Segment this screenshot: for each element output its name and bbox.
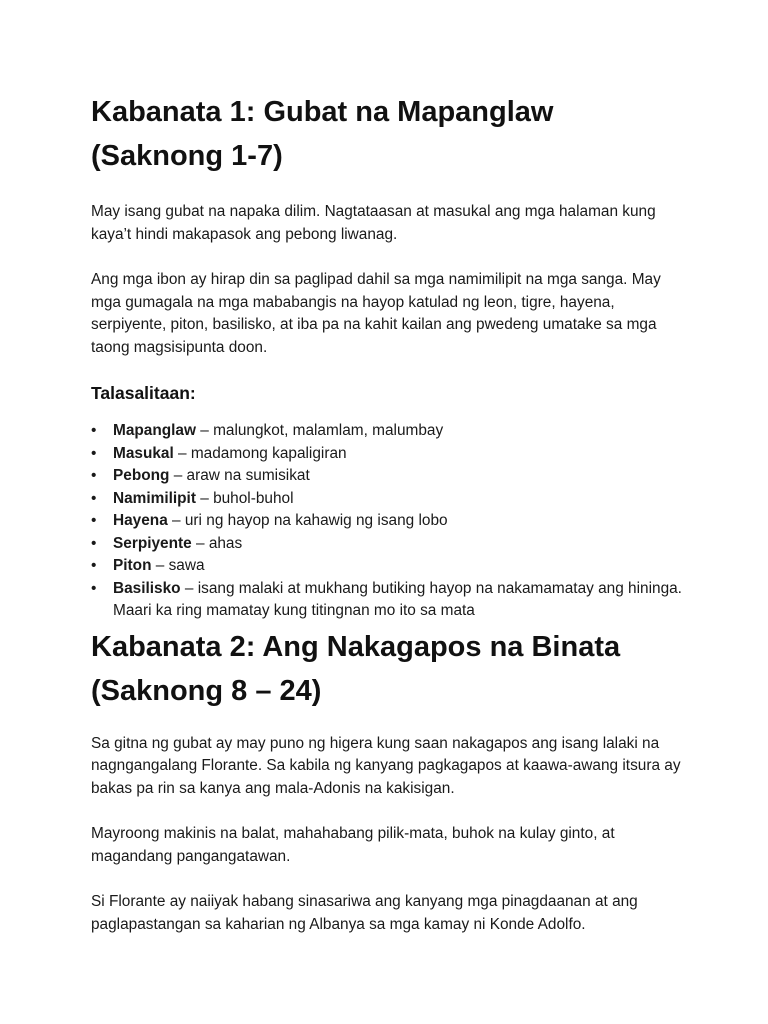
bullet-icon: • bbox=[91, 579, 97, 597]
vocabulary-definition: – araw na sumisikat bbox=[169, 467, 310, 484]
vocabulary-definition: – sawa bbox=[151, 557, 205, 574]
vocabulary-definition: – isang malaki at mukhang butiking hayop na nakamamatay ang hininga. Maari ka ring mamatay kung titingnan mo ito sa mata bbox=[113, 579, 682, 619]
vocabulary-definition: – buhol-buhol bbox=[195, 489, 294, 507]
chapter-1-title: Kabanata 1: Gubat na Mapanglaw (Saknong 1-7) bbox=[91, 96, 554, 172]
article-body bbox=[91, 90, 691, 936]
bullet-icon: • bbox=[91, 512, 97, 529]
vocabulary-definition: – malungkot, malamlam, malumbay bbox=[195, 422, 444, 439]
vocabulary-item bbox=[91, 420, 691, 443]
bullet-icon: • bbox=[91, 534, 97, 552]
vocabulary-item bbox=[91, 578, 691, 623]
vocabulary-term: Piton bbox=[113, 557, 152, 574]
vocabulary-item bbox=[91, 465, 691, 488]
vocabulary-list bbox=[91, 420, 691, 623]
vocabulary-term: Pebong bbox=[113, 467, 170, 484]
vocabulary-definition: – madamong kapaligiran bbox=[173, 444, 347, 462]
vocabulary-term: Masukal bbox=[113, 444, 174, 462]
vocabulary-term: Basilisko bbox=[113, 579, 181, 597]
vocabulary-definition: – uri ng hayop na kahawig ng isang lobo bbox=[167, 512, 448, 529]
bullet-icon: • bbox=[91, 422, 97, 439]
vocabulary-item bbox=[91, 488, 691, 511]
vocabulary-term: Hayena bbox=[113, 512, 168, 529]
vocabulary-definition: – ahas bbox=[191, 534, 243, 552]
vocabulary-term: Namimilipit bbox=[113, 489, 196, 507]
vocabulary-item bbox=[91, 533, 691, 556]
chapter-2-title: Kabanata 2: Ang Nakagapos na Binata (Saknong 8 – 24) bbox=[91, 630, 621, 707]
chapter-1-paragraph: Ang mga ibon ay hirap din sa paglipad dahil sa mga namimilipit na mga sanga. May mga gumagala na mga mababangis na hayop katulad ng leon, tigre, hayena, serpiyente, piton, basilisko, at iba pa na kahit kailan ang pwedeng umatake sa mga taong magsisipunta doon. bbox=[91, 271, 661, 356]
bullet-icon: • bbox=[91, 489, 97, 507]
chapter-2-paragraph: Si Florante ay naiiyak habang sinasariwa ang kanyang mga pinagdaanan at ang paglapastangan sa kaharian ng Albanya sa mga kamay ni Konde Adolfo. bbox=[91, 893, 638, 933]
vocabulary-term: Serpiyente bbox=[113, 534, 192, 552]
bullet-icon: • bbox=[91, 557, 97, 574]
bullet-icon: • bbox=[91, 467, 97, 484]
vocabulary-item bbox=[91, 443, 691, 466]
chapter-1-paragraph: May isang gubat na napaka dilim. Nagtataasan at masukal ang mga halaman kung kaya’t hindi makapasok ang pebong liwanag. bbox=[91, 203, 656, 243]
vocabulary-item bbox=[91, 555, 691, 578]
chapter-2-paragraph: Sa gitna ng gubat ay may puno ng higera kung saan nakagapos ang isang lalaki na nagngangalang Florante. Sa kabila ng kanyang pagkagapos at kaawa-awang itsura ay bakas pa rin sa kanya ang mala-Adonis na kakisigan. bbox=[91, 734, 681, 797]
chapter-2-paragraph: Mayroong makinis na balat, mahahabang pilik-mata, buhok na kulay ginto, at magandang pangangatawan. bbox=[91, 825, 615, 865]
bullet-icon: • bbox=[91, 444, 97, 462]
vocabulary-heading: Talasalitaan: bbox=[91, 383, 196, 403]
vocabulary-item bbox=[91, 510, 691, 533]
vocabulary-term: Mapanglaw bbox=[113, 422, 196, 439]
